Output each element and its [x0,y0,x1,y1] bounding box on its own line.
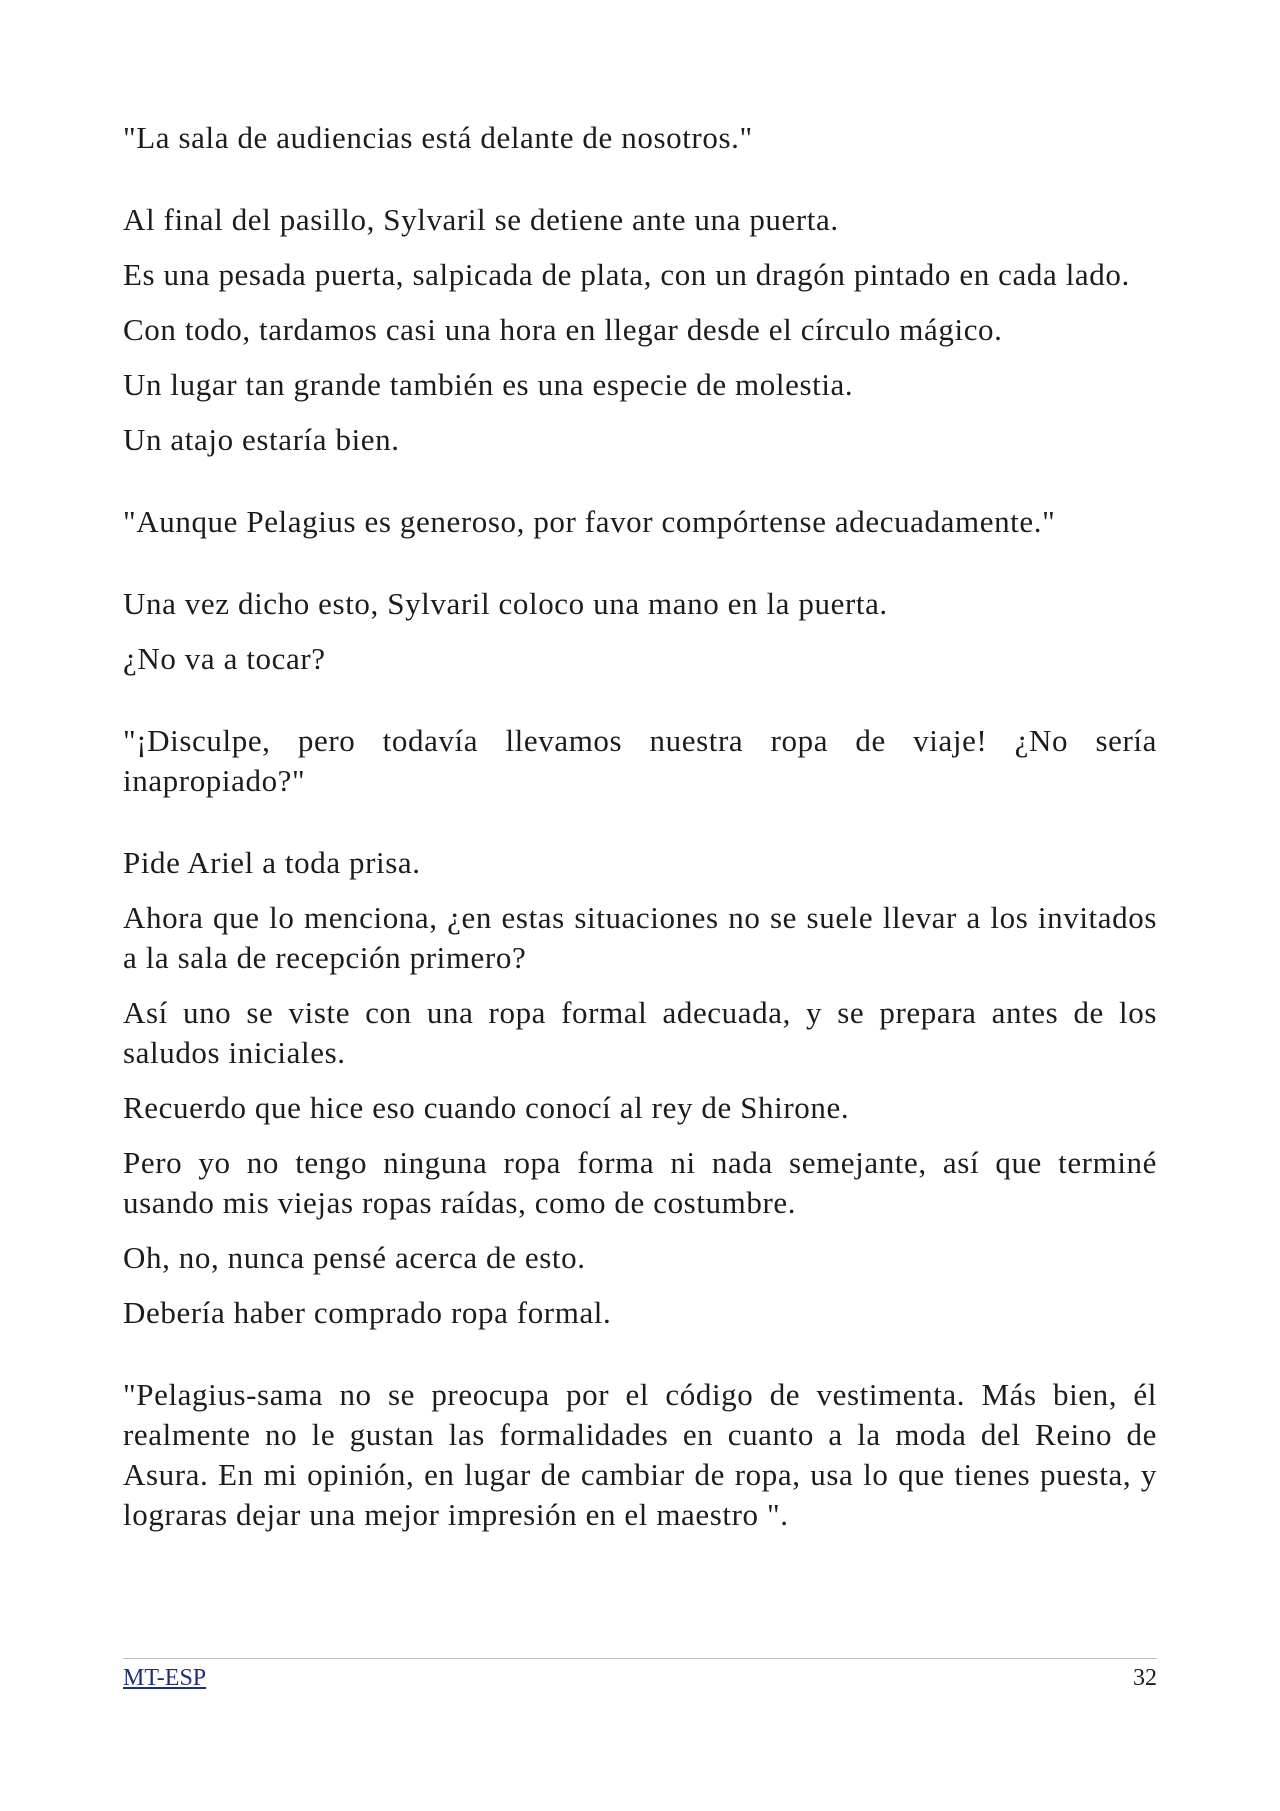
paragraph: "Pelagius-sama no se preocupa por el código de vestimenta. Más bien, él realmente no le gustan las formalidades en cuanto a la moda del Reino de Asura. En mi opinión, en lugar de cambiar de ropa, usa lo que tienes puesta, y lograras dejar una mejor impresión en el maestro ". [123,1377,1157,1532]
paragraph: ¿No va a tocar? [123,641,326,676]
paragraph: Un atajo estaría bien. [123,422,400,457]
paragraph: Una vez dicho esto, Sylvaril coloco una mano en la puerta. [123,586,888,621]
paragraph: Con todo, tardamos casi una hora en llegar desde el círculo mágico. [123,312,1003,347]
paragraph: "Aunque Pelagius es generoso, por favor compórtense adecuadamente." [123,504,1056,539]
paragraph: Al final del pasillo, Sylvaril se detiene ante una puerta. [123,202,839,237]
page-number: 32 [1133,1665,1157,1691]
page-body [123,118,1157,1550]
paragraph: Pero yo no tengo ninguna ropa forma ni nada semejante, así que terminé usando mis viejas ropas raídas, como de costumbre. [123,1145,1157,1220]
paragraph: Debería haber comprado ropa formal. [123,1295,612,1330]
footer-link[interactable]: MT-ESP [123,1665,207,1691]
paragraph: Ahora que lo menciona, ¿en estas situaciones no se suele llevar a los invitados a la sala de recepción primero? [123,900,1157,975]
paragraph: Pide Ariel a toda prisa. [123,845,421,880]
paragraph: Así uno se viste con una ropa formal adecuada, y se prepara antes de los saludos iniciales. [123,995,1157,1070]
paragraph: "¡Disculpe, pero todavía llevamos nuestra ropa de viaje! ¿No sería inapropiado?" [123,723,1157,798]
paragraph: "La sala de audiencias está delante de nosotros." [123,120,753,155]
paragraph: Recuerdo que hice eso cuando conocí al rey de Shirone. [123,1090,850,1125]
page-footer [123,1658,1157,1692]
paragraph: Es una pesada puerta, salpicada de plata, con un dragón pintado en cada lado. [123,257,1130,292]
paragraph: Un lugar tan grande también es una especie de molestia. [123,367,854,402]
paragraph: Oh, no, nunca pensé acerca de esto. [123,1240,586,1275]
